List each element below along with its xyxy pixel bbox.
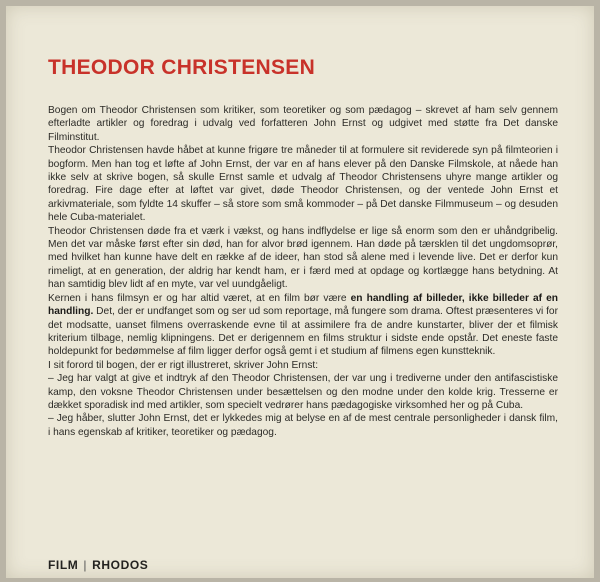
- series-label: FILM: [48, 558, 79, 572]
- blurb-text: [48, 104, 558, 439]
- publisher-footer: [48, 558, 148, 572]
- paragraph-legacy: Theodor Christensen døde fra et værk i vækst, og hans indflydelse er lige så enorm som den er uhåndgribelig. Men det var måske først efter sin død, han for alvor brød igennem. Han døde på tærsklen til det ungdomsoprør, med hvilket han kunne have delt en række af de ideer, han stod så alene med i levende live. Det er derfor kun rimeligt, at en generation, der aldrig har kendt ham, er i færd med at opdage og kortlægge hans betydning. At han samtidig blev lidt af en myte, var vel uundgåeligt.: [48, 225, 558, 291]
- paragraph-quote-2: – Jeg håber, slutter John Ernst, det er lykkedes mig at belyse en af de mest centrale personligheder i dansk film, i hans egenskab af kritiker, teoretiker og pædagog.: [48, 413, 558, 438]
- film-view-text-start: Kernen i hans filmsyn er og har altid været, at en film bør være: [48, 292, 351, 304]
- book-cover: [6, 6, 594, 578]
- paragraph-quote-1: – Jeg har valgt at give et indtryk af den Theodor Christensen, der var ung i trediverne under den antifascistiske kamp, den voksne Theodor Christensen under besættelsen og den modne under den kolde krig. Tressernе er dækket sporadisk ind med artikler, som specielt vedrører hans pædagogiske virksomhed her og på Cuba.: [48, 373, 558, 411]
- paragraph-film-view: [48, 292, 558, 359]
- paragraph-intro: Bogen om Theodor Christensen som kritiker, som teoretiker og som pædagog – skrevet af ham selv gennem efterladte artikler og foredrag i udvalg ved forfatteren John Ernst og udgivet med støtte fra Det danske Filminstitut.: [48, 105, 558, 143]
- book-title: THEODOR CHRISTENSEN: [48, 56, 316, 79]
- film-view-text-end: Det, der er undfanget som og ser ud som reportage, må fungere som drama. Oftest præsenteres vi for det modsatte, uanset filmens overraskende evne til at assimilere fra de andre kunstarter, bliver der et filmisk kriterium tilbage, nemlig klipningens. Det er derigennem en films struktur i sidste ende opstår. Det eneste faste holdepunkt for bedømmelse af film ligger derfor også gemt i et studium af filmens egen kunstteknik.: [48, 306, 558, 358]
- paragraph-promise: Theodor Christensen havde håbet at kunne frigøre tre måneder til at formulere sit reviderede syn på filmteorien i bogform. Men han tog et løfte af John Ernst, der var en af hans elever på den Danske Filmskole, at nåede han ikke selv at skrive bogen, så skulle Ernst samle et udvalg af Theodor Christensens uhyre mange artikler og foredrag. Fire dage efter at løftet var givet, døde Theodor Christensen, og der ventede John Ernst et arkivmateriale, som fyldte 14 skuffer – så store som små kommoder – på Det danske Filmmuseum – og desuden hele Cuba-materialet.: [48, 145, 558, 224]
- footer-separator: |: [83, 558, 88, 572]
- film-view-emphasis: en handling af billeder, ikke billeder af en handling.: [48, 292, 558, 318]
- publisher-name: RHODOS: [92, 558, 149, 572]
- paragraph-foreword-intro: I sit forord til bogen, der er rigt illustreret, skriver John Ernst:: [48, 359, 319, 371]
